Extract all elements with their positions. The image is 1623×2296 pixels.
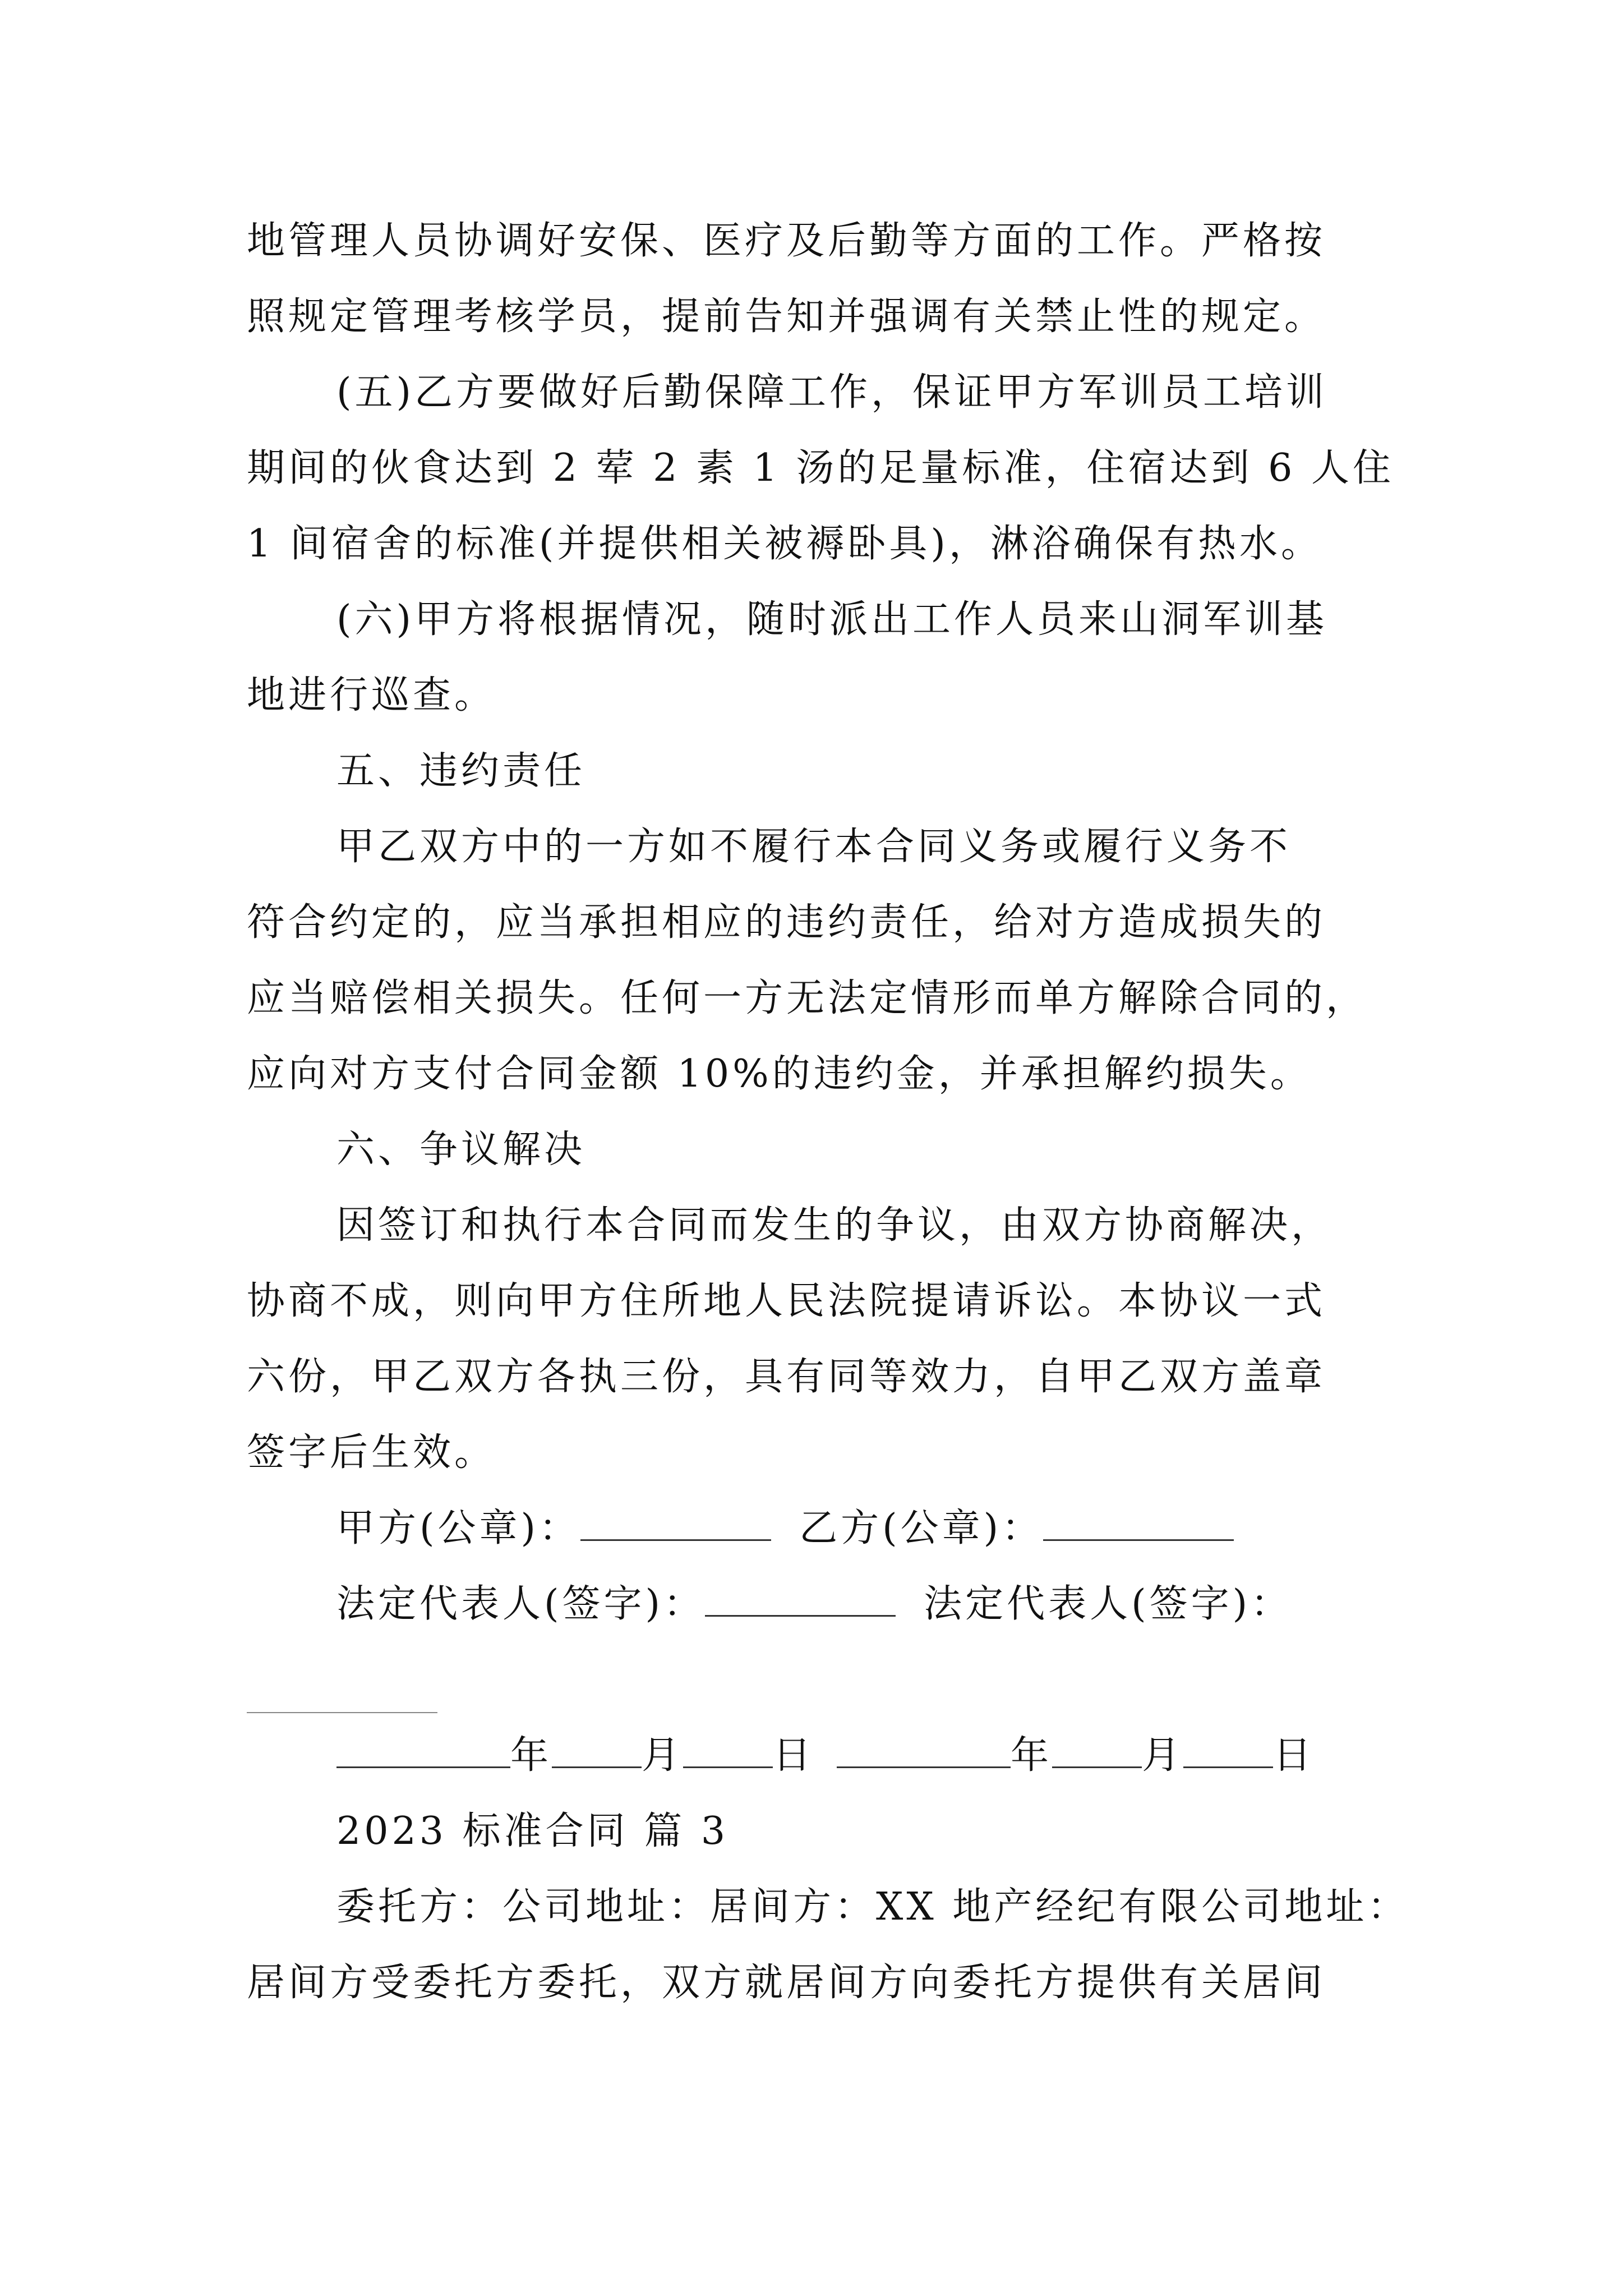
day-label: 日 <box>1273 1733 1315 1778</box>
year-blank <box>837 1732 1011 1768</box>
legal-rep-a-label: 法定代表人(签字)： <box>336 1582 706 1626</box>
paragraph-line: 签字后生效。 <box>247 1430 496 1475</box>
paragraph-line: 应当赔偿相关损失。任何一方无法定情形而单方解除合同的， <box>247 976 1368 1020</box>
paragraph-line: (五)乙方要做好后勤保障工作，保证甲方军训员工培训 <box>336 370 1328 415</box>
paragraph-line: (六)甲方将根据情况，随时派出工作人员来山洞军训基 <box>336 597 1328 642</box>
month-label: 月 <box>642 1733 684 1778</box>
day-label: 日 <box>773 1733 815 1778</box>
paragraph-line: 期间的伙食达到 2 荤 2 素 1 汤的足量标准，住宿达到 6 人住 <box>247 446 1394 490</box>
month-blank <box>552 1732 642 1768</box>
section-heading: 五、违约责任 <box>336 749 586 793</box>
paragraph-line: 居间方受委托方委托，双方就居间方向委托方提供有关居间 <box>247 1961 1326 2005</box>
party-b-seal-label: 乙方(公章)： <box>799 1506 1044 1550</box>
year-blank <box>336 1732 510 1768</box>
party-a-seal-blank <box>580 1504 771 1541</box>
month-label: 月 <box>1142 1733 1184 1778</box>
paragraph-line: 因签订和执行本合同而发生的争议，由双方协商解决， <box>336 1203 1333 1248</box>
legal-rep-b-blank <box>247 1712 437 1713</box>
paragraph-line: 符合约定的，应当承担相应的违约责任，给对方造成损失的 <box>247 900 1326 945</box>
paragraph-line: 甲乙双方中的一方如不履行本合同义务或履行义务不 <box>336 825 1292 869</box>
date-row <box>336 1731 1315 1781</box>
party-b-seal-blank <box>1043 1504 1234 1541</box>
month-blank <box>1052 1732 1142 1768</box>
paragraph-line: 照规定管理考核学员，提前告知并强调有关禁止性的规定。 <box>247 295 1326 339</box>
paragraph-line: 应向对方支付合同金额 10%的违约金，并承担解约损失。 <box>247 1052 1312 1096</box>
year-label: 年 <box>1011 1733 1053 1778</box>
legal-rep-a-blank <box>705 1580 896 1617</box>
paragraph-line: 六份，甲乙双方各执三份，具有同等效力，自甲乙双方盖章 <box>247 1355 1326 1399</box>
paragraph-line: 地进行巡查。 <box>247 673 496 717</box>
year-label: 年 <box>510 1733 552 1778</box>
paragraph-line: 1 间宿舍的标准(并提供相关被褥卧具)，淋浴确保有热水。 <box>247 522 1322 566</box>
legal-rep-b-label: 法定代表人(签字)： <box>924 1582 1293 1626</box>
day-blank <box>1183 1732 1273 1768</box>
day-blank <box>683 1732 773 1768</box>
paragraph-line: 委托方：公司地址：居间方：XX 地产经纪有限公司地址： <box>336 1885 1409 1929</box>
section-title: 2023 标准合同 篇 3 <box>336 1809 729 1853</box>
party-a-seal-label: 甲方(公章)： <box>336 1506 581 1550</box>
paragraph-line: 地管理人员协调好安保、医疗及后勤等方面的工作。严格按 <box>247 219 1326 263</box>
paragraph-line: 协商不成，则向甲方住所地人民法院提请诉讼。本协议一式 <box>247 1279 1326 1323</box>
section-heading: 六、争议解决 <box>336 1128 586 1172</box>
legal-rep-row <box>336 1579 1292 1630</box>
seal-row <box>336 1503 1234 1554</box>
